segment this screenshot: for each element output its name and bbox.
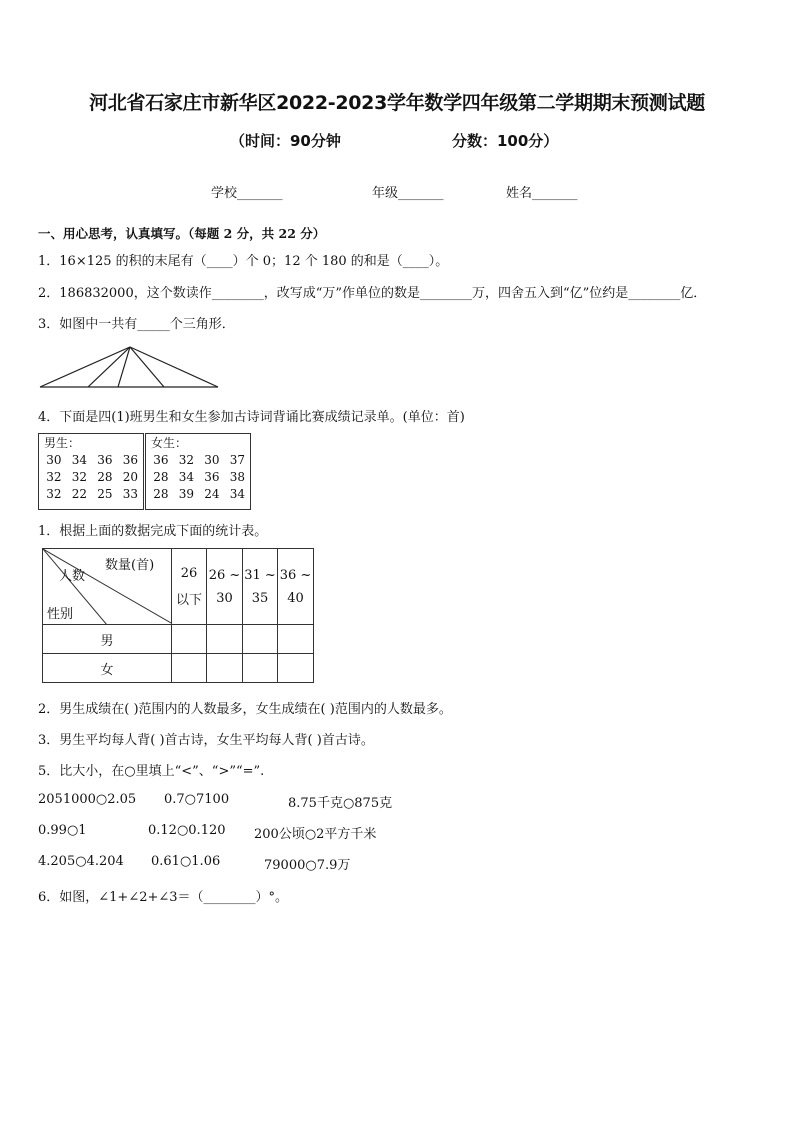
header-gender: 性别 bbox=[47, 607, 74, 622]
score-cell: 20 bbox=[122, 470, 138, 484]
score-cell: 36 bbox=[204, 470, 220, 484]
compare-item: 2051000○2.05 bbox=[38, 792, 137, 807]
section-heading: 一、用心思考，认真填写。（每题 2 分，共 22 分） bbox=[38, 226, 326, 241]
row-label-male: 男 bbox=[43, 625, 172, 654]
question-3: 3．如图中一共有_____个三角形． bbox=[38, 317, 235, 332]
question-6: 6．如图，∠1+∠2+∠3＝（________）°。 bbox=[38, 890, 289, 905]
score-cell: 25 bbox=[97, 487, 113, 501]
question-4: 4．下面是四(1)班男生和女生参加古诗词背诵比赛成绩记录单。(单位：首) bbox=[38, 410, 465, 425]
question-2: 2．186832000，这个数读作________，改写成“万”作单位的数是________万，四舍五入到“亿”位约是________亿． bbox=[38, 286, 707, 301]
score-cell: 28 bbox=[153, 470, 169, 484]
girls-scores bbox=[147, 435, 249, 503]
empty-cell[interactable] bbox=[243, 625, 278, 654]
empty-cell[interactable] bbox=[243, 654, 278, 683]
score-cell: 36 bbox=[97, 453, 113, 467]
range-header-1 bbox=[172, 549, 207, 625]
grade-field: 年级_______ bbox=[372, 186, 444, 201]
score-cell: 33 bbox=[122, 487, 138, 501]
score-cell: 36 bbox=[122, 453, 138, 467]
school-field: 学校_______ bbox=[211, 186, 283, 201]
empty-cell[interactable] bbox=[278, 625, 314, 654]
score-cell: 37 bbox=[229, 453, 245, 467]
score-cell: 30 bbox=[46, 453, 62, 467]
score-cell: 39 bbox=[178, 487, 194, 501]
score-cell: 32 bbox=[46, 470, 62, 484]
empty-cell[interactable] bbox=[172, 625, 207, 654]
diagonal-header-cell bbox=[43, 549, 172, 625]
compare-item: 8.75千克○875克 bbox=[288, 796, 393, 811]
sub-question-2: 2．男生成绩在( )范围内的人数最多，女生成绩在( )范围内的人数最多。 bbox=[38, 702, 452, 717]
range-header-3 bbox=[243, 549, 278, 625]
header-quantity: 数量(首) bbox=[105, 558, 155, 573]
range-header-line2: 以下 bbox=[175, 592, 202, 608]
score-cell: 34 bbox=[229, 487, 245, 501]
score-cell: 32 bbox=[71, 470, 87, 484]
compare-item: 79000○7.9万 bbox=[264, 858, 351, 873]
range-header-4 bbox=[278, 549, 314, 625]
range-header-line1: 26 bbox=[180, 565, 198, 581]
score-cell: 34 bbox=[178, 470, 194, 484]
score-cell: 36 bbox=[153, 453, 169, 467]
compare-item: 0.99○1 bbox=[38, 823, 87, 838]
score-cell: 28 bbox=[97, 470, 113, 484]
girls-label: 女生： bbox=[151, 436, 188, 450]
range-header-line2: 35 bbox=[251, 590, 269, 606]
range-header-line1: 31 ~ bbox=[244, 567, 276, 583]
empty-cell[interactable] bbox=[207, 625, 243, 654]
statistics-table bbox=[42, 548, 314, 683]
compare-item: 4.205○4.204 bbox=[38, 854, 124, 869]
boys-label: 男生： bbox=[44, 436, 81, 450]
range-header-line2: 40 bbox=[287, 590, 304, 606]
score-cell: 38 bbox=[229, 470, 245, 484]
question-1: 1．16×125 的积的末尾有（____）个 0；12 个 180 的和是（____）。 bbox=[38, 254, 449, 269]
compare-item: 200公顷○2平方千米 bbox=[254, 827, 377, 842]
score-cell: 32 bbox=[46, 487, 62, 501]
exam-score: 分数：100分） bbox=[452, 132, 559, 150]
compare-item: 0.7○7100 bbox=[164, 792, 230, 807]
range-header-line1: 26 ~ bbox=[208, 567, 241, 583]
score-cell: 32 bbox=[178, 453, 194, 467]
row-label-female: 女 bbox=[43, 654, 172, 683]
empty-cell[interactable] bbox=[278, 654, 314, 683]
range-header-line2: 30 bbox=[216, 590, 233, 606]
question-5: 5．比大小，在○里填上“<”、“>”“=”. bbox=[38, 764, 265, 779]
compare-item: 0.61○1.06 bbox=[151, 854, 221, 869]
score-cell: 30 bbox=[204, 453, 220, 467]
score-cell: 28 bbox=[153, 487, 169, 501]
page-title: 河北省石家庄市新华区2022-2023学年数学四年级第二学期期末预测试题 bbox=[89, 92, 705, 114]
score-cell: 24 bbox=[204, 487, 220, 501]
name-field: 姓名_______ bbox=[506, 186, 578, 201]
sub-question-3: 3．男生平均每人背( )首古诗，女生平均每人背( )首古诗。 bbox=[38, 733, 374, 748]
range-header-line1: 36 ~ bbox=[279, 567, 312, 583]
empty-cell[interactable] bbox=[172, 654, 207, 683]
header-people: 人数 bbox=[59, 569, 86, 584]
score-cell: 22 bbox=[71, 487, 87, 501]
compare-item: 0.12○0.120 bbox=[148, 823, 226, 838]
empty-cell[interactable] bbox=[207, 654, 243, 683]
range-header-2 bbox=[207, 549, 243, 625]
score-cell: 34 bbox=[71, 453, 87, 467]
sub-question-1: 1．根据上面的数据完成下面的统计表。 bbox=[38, 524, 268, 539]
exam-time: （时间：90分钟 bbox=[230, 132, 341, 150]
boys-scores bbox=[40, 435, 142, 503]
triangle-figure bbox=[38, 344, 222, 390]
